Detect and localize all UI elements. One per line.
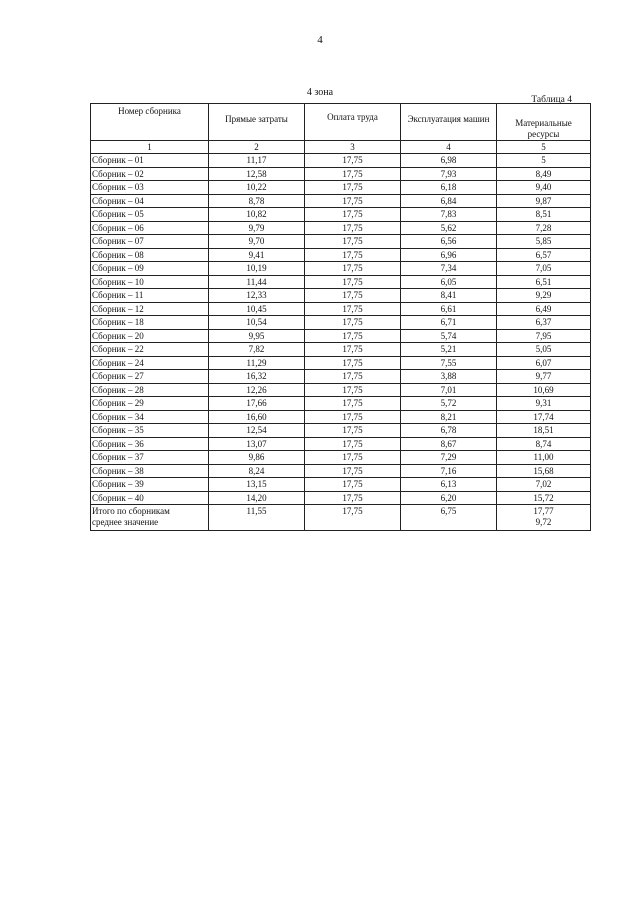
table-row	[91, 370, 591, 384]
value-cell: 12,26	[209, 383, 305, 397]
value-cell: 17,75	[305, 262, 401, 276]
value-cell: 6,71	[401, 316, 497, 330]
value-cell: 9,86	[209, 451, 305, 465]
value-cell: 18,51	[497, 424, 591, 438]
table-row	[91, 356, 591, 370]
total-label: Итого по сборникам среднее значение	[91, 505, 209, 531]
value-cell: 6,05	[401, 275, 497, 289]
column-number-row	[91, 141, 591, 154]
table-row	[91, 329, 591, 343]
table-row	[91, 262, 591, 276]
value-cell: 17,75	[305, 383, 401, 397]
value-cell: 10,69	[497, 383, 591, 397]
table-row	[91, 167, 591, 181]
value-cell: 10,45	[209, 302, 305, 316]
table-row	[91, 343, 591, 357]
table-row	[91, 316, 591, 330]
total-labor-pay: 17,75	[305, 505, 401, 531]
header-collection-number: Номер сборника	[91, 104, 209, 141]
value-cell: 17,75	[305, 464, 401, 478]
table-row	[91, 437, 591, 451]
value-cell: 6,13	[401, 478, 497, 492]
value-cell: 7,83	[401, 208, 497, 222]
value-cell: 12,58	[209, 167, 305, 181]
collection-name-cell: Сборник – 12	[91, 302, 209, 316]
value-cell: 15,68	[497, 464, 591, 478]
table-row	[91, 181, 591, 195]
collection-name-cell: Сборник – 09	[91, 262, 209, 276]
value-cell: 8,78	[209, 194, 305, 208]
collection-name-cell: Сборник – 35	[91, 424, 209, 438]
table-row	[91, 397, 591, 411]
value-cell: 7,28	[497, 221, 591, 235]
value-cell: 17,75	[305, 451, 401, 465]
value-cell: 5,21	[401, 343, 497, 357]
table-row	[91, 275, 591, 289]
value-cell: 11,29	[209, 356, 305, 370]
table-row	[91, 248, 591, 262]
value-cell: 10,82	[209, 208, 305, 222]
value-cell: 11,44	[209, 275, 305, 289]
value-cell: 17,66	[209, 397, 305, 411]
value-cell: 5,62	[401, 221, 497, 235]
value-cell: 9,77	[497, 370, 591, 384]
value-cell: 5	[497, 154, 591, 168]
value-cell: 17,75	[305, 356, 401, 370]
collection-name-cell: Сборник – 05	[91, 208, 209, 222]
value-cell: 17,75	[305, 424, 401, 438]
collection-name-cell: Сборник – 29	[91, 397, 209, 411]
value-cell: 8,51	[497, 208, 591, 222]
collection-name-cell: Сборник – 01	[91, 154, 209, 168]
collection-name-cell: Сборник – 03	[91, 181, 209, 195]
value-cell: 7,93	[401, 167, 497, 181]
table-row	[91, 424, 591, 438]
total-machine-operation: 6,75	[401, 505, 497, 531]
value-cell: 6,96	[401, 248, 497, 262]
value-cell: 6,49	[497, 302, 591, 316]
collection-name-cell: Сборник – 28	[91, 383, 209, 397]
value-cell: 17,75	[305, 397, 401, 411]
value-cell: 8,67	[401, 437, 497, 451]
value-cell: 17,75	[305, 437, 401, 451]
value-cell: 17,75	[305, 248, 401, 262]
table-row	[91, 383, 591, 397]
value-cell: 7,55	[401, 356, 497, 370]
table-row	[91, 194, 591, 208]
value-cell: 8,24	[209, 464, 305, 478]
value-cell: 8,41	[401, 289, 497, 303]
column-number: 5	[497, 141, 591, 154]
value-cell: 17,75	[305, 316, 401, 330]
table-row	[91, 208, 591, 222]
header-direct-costs: Прямые затраты	[209, 104, 305, 141]
value-cell: 17,75	[305, 343, 401, 357]
value-cell: 7,16	[401, 464, 497, 478]
value-cell: 7,82	[209, 343, 305, 357]
table-body	[91, 154, 591, 505]
value-cell: 9,87	[497, 194, 591, 208]
collection-name-cell: Сборник – 27	[91, 370, 209, 384]
value-cell: 9,40	[497, 181, 591, 195]
value-cell: 9,95	[209, 329, 305, 343]
value-cell: 13,15	[209, 478, 305, 492]
collection-name-cell: Сборник – 22	[91, 343, 209, 357]
value-cell: 11,17	[209, 154, 305, 168]
collection-name-cell: Сборник – 08	[91, 248, 209, 262]
value-cell: 7,01	[401, 383, 497, 397]
value-cell: 7,02	[497, 478, 591, 492]
value-cell: 7,05	[497, 262, 591, 276]
collection-name-cell: Сборник – 07	[91, 235, 209, 249]
collection-name-cell: Сборник – 04	[91, 194, 209, 208]
value-cell: 9,29	[497, 289, 591, 303]
value-cell: 7,29	[401, 451, 497, 465]
value-cell: 9,79	[209, 221, 305, 235]
column-number: 1	[91, 141, 209, 154]
value-cell: 17,75	[305, 302, 401, 316]
value-cell: 7,34	[401, 262, 497, 276]
value-cell: 12,33	[209, 289, 305, 303]
value-cell: 17,75	[305, 275, 401, 289]
total-row	[91, 505, 591, 531]
value-cell: 7,95	[497, 329, 591, 343]
collection-name-cell: Сборник – 06	[91, 221, 209, 235]
value-cell: 17,75	[305, 194, 401, 208]
value-cell: 17,75	[305, 370, 401, 384]
value-cell: 6,78	[401, 424, 497, 438]
table-row	[91, 478, 591, 492]
collection-name-cell: Сборник – 11	[91, 289, 209, 303]
collection-name-cell: Сборник – 18	[91, 316, 209, 330]
value-cell: 6,18	[401, 181, 497, 195]
table-row	[91, 154, 591, 168]
value-cell: 9,31	[497, 397, 591, 411]
value-cell: 5,05	[497, 343, 591, 357]
value-cell: 6,84	[401, 194, 497, 208]
value-cell: 8,21	[401, 410, 497, 424]
table-row	[91, 491, 591, 505]
value-cell: 17,75	[305, 410, 401, 424]
collection-name-cell: Сборник – 10	[91, 275, 209, 289]
table-row	[91, 289, 591, 303]
data-table	[90, 95, 591, 531]
value-cell: 17,75	[305, 289, 401, 303]
value-cell: 8,74	[497, 437, 591, 451]
value-cell: 17,75	[305, 181, 401, 195]
value-cell: 5,72	[401, 397, 497, 411]
value-cell: 6,20	[401, 491, 497, 505]
value-cell: 9,70	[209, 235, 305, 249]
collection-name-cell: Сборник – 37	[91, 451, 209, 465]
table-row	[91, 235, 591, 249]
value-cell: 3,88	[401, 370, 497, 384]
value-cell: 14,20	[209, 491, 305, 505]
value-cell: 17,75	[305, 235, 401, 249]
table-row	[91, 410, 591, 424]
value-cell: 12,54	[209, 424, 305, 438]
value-cell: 17,75	[305, 167, 401, 181]
value-cell: 17,74	[497, 410, 591, 424]
value-cell: 5,74	[401, 329, 497, 343]
header-machine-operation: Эксплуатация машин	[401, 104, 497, 141]
value-cell: 17,75	[305, 478, 401, 492]
value-cell: 6,07	[497, 356, 591, 370]
value-cell: 10,54	[209, 316, 305, 330]
value-cell: 16,60	[209, 410, 305, 424]
total-material-resources: 17,77 9,72	[497, 505, 591, 531]
value-cell: 6,98	[401, 154, 497, 168]
collection-name-cell: Сборник – 02	[91, 167, 209, 181]
column-number: 2	[209, 141, 305, 154]
collection-name-cell: Сборник – 38	[91, 464, 209, 478]
collection-name-cell: Сборник – 39	[91, 478, 209, 492]
value-cell: 6,51	[497, 275, 591, 289]
table-row	[91, 464, 591, 478]
value-cell: 6,37	[497, 316, 591, 330]
page-number: 4	[317, 34, 323, 46]
value-cell: 17,75	[305, 329, 401, 343]
value-cell: 17,75	[305, 491, 401, 505]
value-cell: 5,85	[497, 235, 591, 249]
value-cell: 6,61	[401, 302, 497, 316]
column-number: 4	[401, 141, 497, 154]
value-cell: 9,41	[209, 248, 305, 262]
value-cell: 6,57	[497, 248, 591, 262]
value-cell: 10,22	[209, 181, 305, 195]
header-labor-pay: Оплата труда	[305, 104, 401, 141]
collection-name-cell: Сборник – 40	[91, 491, 209, 505]
collection-name-cell: Сборник – 36	[91, 437, 209, 451]
table-caption: Таблица 4	[531, 95, 572, 105]
value-cell: 11,00	[497, 451, 591, 465]
column-number: 3	[305, 141, 401, 154]
total-direct-costs: 11,55	[209, 505, 305, 531]
value-cell: 15,72	[497, 491, 591, 505]
value-cell: 17,75	[305, 154, 401, 168]
table-row	[91, 221, 591, 235]
collection-name-cell: Сборник – 20	[91, 329, 209, 343]
table-row	[91, 302, 591, 316]
value-cell: 6,56	[401, 235, 497, 249]
value-cell: 10,19	[209, 262, 305, 276]
value-cell: 17,75	[305, 221, 401, 235]
header-material-resources: Таблица 4 Материальные ресурсы	[497, 104, 591, 141]
zone-title: 4 зона	[306, 87, 334, 98]
value-cell: 16,32	[209, 370, 305, 384]
value-cell: 17,75	[305, 208, 401, 222]
value-cell: 13,07	[209, 437, 305, 451]
table-row	[91, 451, 591, 465]
value-cell: 8,49	[497, 167, 591, 181]
collection-name-cell: Сборник – 34	[91, 410, 209, 424]
collection-name-cell: Сборник – 24	[91, 356, 209, 370]
